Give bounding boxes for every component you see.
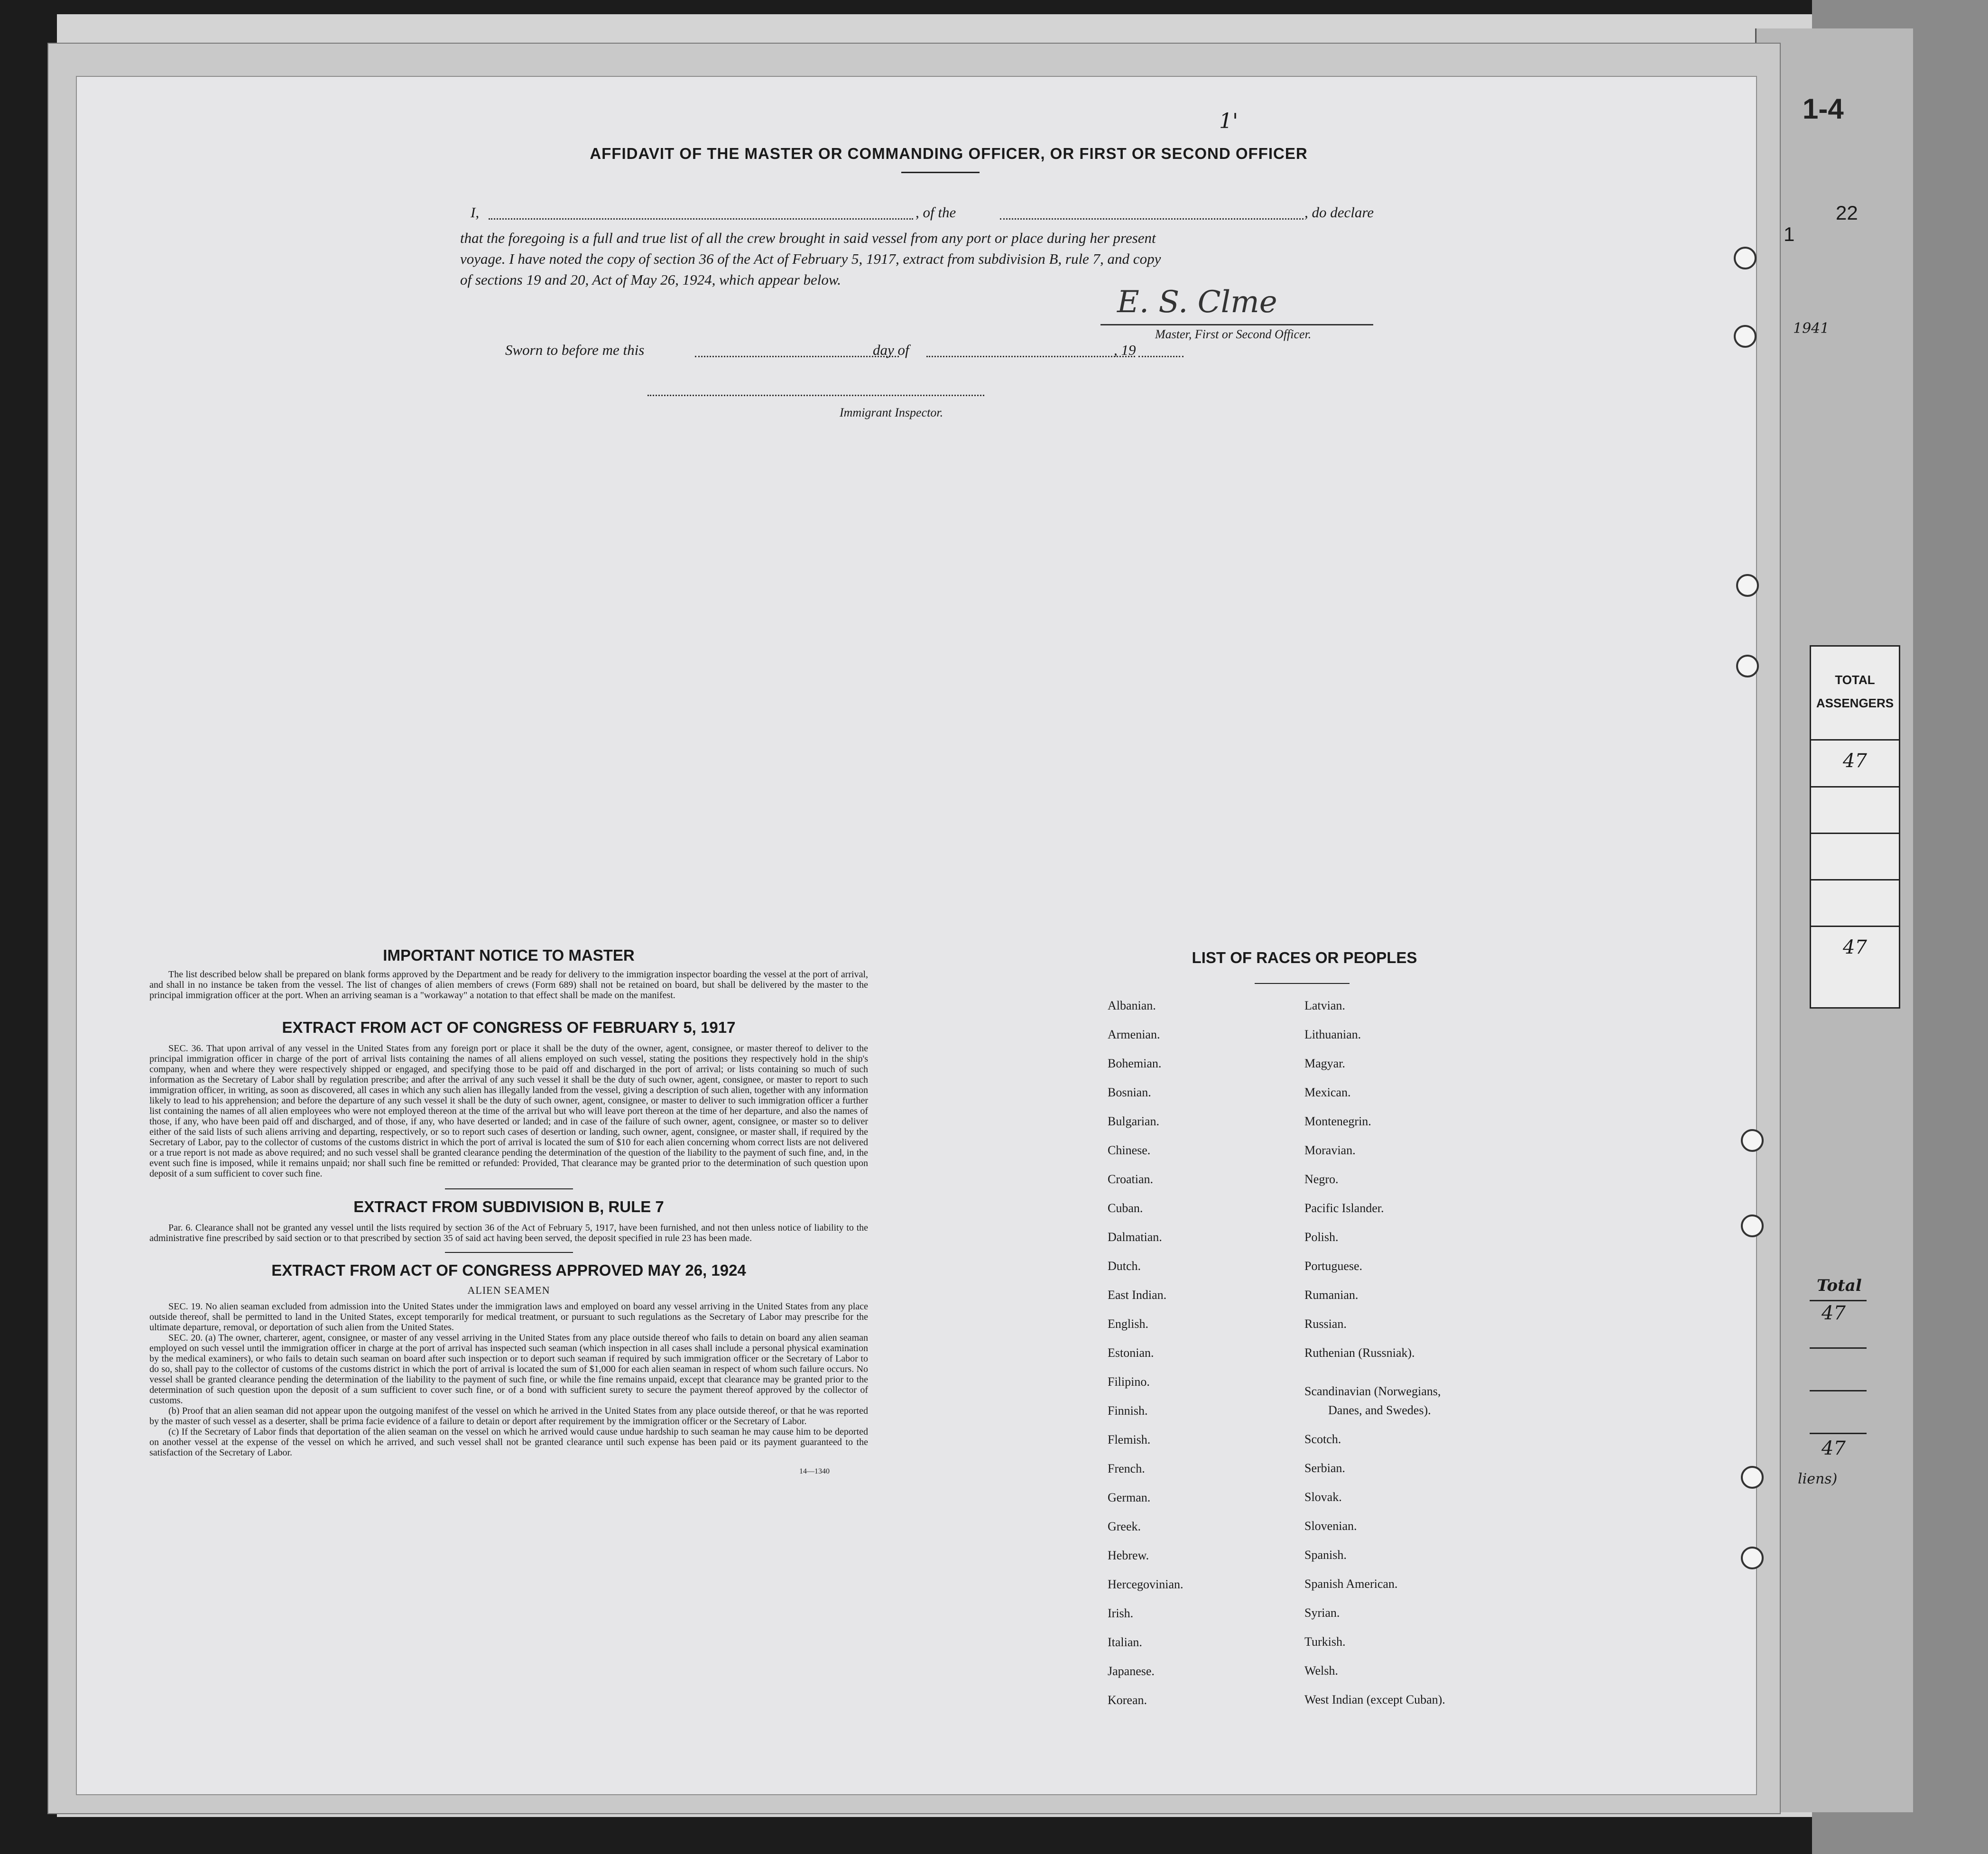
cell-divider (1811, 739, 1899, 741)
sworn-month-field[interactable] (926, 356, 1135, 357)
total-rule (1810, 1300, 1867, 1301)
race-item: Finnish. (1108, 1404, 1148, 1418)
affidavit-body-line: voyage. I have noted the copy of section 36 of the Act of February 5, 1917, extract from subdivision B, rule 7, and copy (460, 250, 1161, 267)
race-item: Pacific Islander. (1304, 1201, 1384, 1215)
race-item: Portuguese. (1304, 1259, 1363, 1273)
sworn-date-field[interactable] (695, 356, 899, 357)
sworn-year-field[interactable] (1138, 356, 1184, 357)
race-item: Greek. (1108, 1520, 1141, 1533)
race-item: Japanese. (1108, 1664, 1155, 1678)
cell-divider (1811, 926, 1899, 927)
notices-column (149, 946, 868, 1476)
race-item: Croatian. (1108, 1172, 1154, 1186)
race-item: Irish. (1108, 1606, 1134, 1620)
cell-divider (1811, 833, 1899, 834)
total-passengers-label-2: ASSENGERS (1816, 696, 1894, 710)
total-value-c: 47 (1822, 1302, 1846, 1324)
race-item: Hercegovinian. (1108, 1577, 1184, 1591)
race-item: Negro. (1304, 1172, 1339, 1186)
race-item: Bohemian. (1108, 1057, 1162, 1070)
races-right-column (1304, 999, 1542, 1722)
punch-hole (1741, 1547, 1764, 1569)
race-item: Magyar. (1304, 1057, 1345, 1070)
form-number: 14—1340 (799, 1467, 830, 1475)
race-item: Korean. (1108, 1693, 1147, 1707)
cell-divider (1811, 879, 1899, 881)
page-number: 22 (1836, 202, 1858, 224)
sec-20c-body: (c) If the Secretary of Labor finds that deportation of the alien seaman on the vessel on which he arrived would cause undue hardship to such seaman he may cause him to be deported on another vessel at the expense of the vessel on which he arrived, and such vessel shall not be granted clearance until such expense has been paid or its payment guaranteed to the satisfaction of the Secretary of Labor. (149, 1427, 868, 1458)
race-item: Serbian. (1304, 1461, 1345, 1475)
cell-divider (1811, 786, 1899, 788)
race-item: Albanian. (1108, 999, 1156, 1012)
total-label: Total (1817, 1276, 1862, 1295)
sec-20b-body: (b) Proof that an alien seaman did not appear upon the outgoing manifest of the vessel on which he arrived in the United States from any place outside thereof, or that he was reported by the master of such vessel as a deserter, shall be prima facie evidence of a failure to detain or deport after requirement by the immigration officer or the Secretary of Labor. (149, 1406, 868, 1427)
affidavit-body-line: that the foregoing is a full and true list of all the crew brought in said vessel from any port or place during her present (460, 230, 1156, 246)
section-divider (445, 1252, 573, 1253)
race-item: Lithuanian. (1304, 1028, 1361, 1041)
race-item: Mexican. (1304, 1085, 1351, 1099)
race-item: Scotch. (1304, 1432, 1341, 1446)
section-divider (445, 1188, 573, 1189)
race-item: English. (1108, 1317, 1148, 1331)
declarant-name-field[interactable] (489, 218, 913, 220)
title-underline (901, 172, 980, 173)
race-item: Ruthenian (Russniak). (1304, 1346, 1415, 1360)
race-item: Chinese. (1108, 1143, 1151, 1157)
race-item: Italian. (1108, 1635, 1142, 1649)
race-item: Estonian. (1108, 1346, 1154, 1360)
punch-hole (1741, 1466, 1764, 1489)
sworn-day-label: day of (873, 342, 909, 358)
race-item: Welsh. (1304, 1664, 1338, 1678)
affidavit-body (460, 228, 1404, 290)
race-item: East Indian. (1108, 1288, 1167, 1302)
race-item: Spanish American. (1304, 1577, 1398, 1591)
race-item: Rumanian. (1304, 1288, 1359, 1302)
extract-1924-subtitle: ALIEN SEAMEN (467, 1284, 550, 1296)
total-rule (1810, 1390, 1867, 1391)
total-rule (1810, 1347, 1867, 1349)
total-passengers-label-1: TOTAL (1835, 673, 1875, 687)
edge-num-1: 1 (1784, 223, 1795, 245)
total-passengers-value-b: 47 (1843, 936, 1867, 958)
race-item: Dutch. (1108, 1259, 1141, 1273)
extract-rule7-title: EXTRACT FROM SUBDIVISION B, RULE 7 (353, 1198, 664, 1215)
sworn-line (505, 342, 1184, 365)
race-item: Hebrew. (1108, 1548, 1149, 1562)
races-title: LIST OF RACES OR PEOPLES (1192, 949, 1417, 966)
punch-hole (1736, 655, 1759, 677)
declare-label: , do declare (1304, 204, 1374, 221)
total-value-d: 47 (1822, 1437, 1846, 1459)
races-left-column (1108, 999, 1321, 1722)
affidavit-title: AFFIDAVIT OF THE MASTER OR COMMANDING OFFICER, OR FIRST OR SECOND OFFICER (590, 145, 1308, 162)
race-item: Latvian. (1304, 999, 1345, 1012)
vessel-label: , of the (915, 204, 956, 221)
total-passengers-box (1810, 645, 1900, 1009)
aliens-note-fragment: liens) (1798, 1471, 1838, 1487)
signature-line (1100, 324, 1373, 325)
sec-20a-body: SEC. 20. (a) The owner, charterer, agent, consignee, or master of any vessel arriving in the United States from any place outside thereof who fails to detain on board any alien seaman employed on such vessel until the immigration officer in charge at the port of arrival has inspected such seaman (which inspection in all cases shall include a personal physical examination by the medical examiners), or who fails to detain such seaman on board after such inspection or to deport such seaman if required by such immigration officer or the Secretary of Labor to do so, shall pay to the collector of customs of the customs district in which the port of arrival is located the sum of $1,000 for each alien seaman in respect of whom such failure occurs. No vessel shall be granted clearance pending the determination of the liability to the payment of such fine, or while the fine remains unpaid, except that clearance may be granted prior to the determination of such question upon the deposit of a sum sufficient to cover such fine, or of a bond with sufficient surety to secure the payment thereof approved by the collector of customs. (149, 1333, 868, 1406)
race-item: Montenegrin. (1304, 1114, 1371, 1128)
punch-hole (1741, 1214, 1764, 1237)
extract-1917-title: EXTRACT FROM ACT OF CONGRESS OF FEBRUARY 5, 1917 (282, 1019, 736, 1036)
total-passengers-value-a: 47 (1843, 750, 1867, 772)
declarant-label: I, (471, 204, 480, 221)
race-item: Spanish. (1304, 1548, 1347, 1562)
race-item: West Indian (except Cuban). (1304, 1693, 1445, 1706)
inspector-caption: Immigrant Inspector. (840, 406, 943, 419)
handwritten-mark: 1' (1219, 109, 1239, 133)
race-item: Filipino. (1108, 1375, 1150, 1389)
page-top-mark: 1-4 (1803, 93, 1844, 125)
total-rule (1810, 1433, 1867, 1434)
race-item: French. (1108, 1462, 1145, 1475)
punch-hole (1734, 247, 1757, 269)
race-item: Armenian. (1108, 1028, 1160, 1041)
race-item: Slovak. (1304, 1490, 1342, 1504)
extract-rule7-body: Par. 6. Clearance shall not be granted any vessel until the lists required by section 36 of the Act of February 5, 1917, have been furnished, and not then unless notice of liability to the administrative fine prescribed by said section or to that prescribed by section 35 of said act having been served, the deposit specified in rule 23 has been made. (149, 1223, 868, 1243)
notice-body: The list described below shall be prepared on blank forms approved by the Department and be ready for delivery to the immigration inspector boarding the vessel at the port of arrival, and shall in no instance be taken from the vessel. The list of changes of alien members of crews (Form 689) shall not be retained on board, but shall be delivered by the master to the principal immigration officer at the port. When an arriving seaman is a "workaway" a notation to that effect shall be made on the manifest. (149, 969, 868, 1001)
race-item: Bulgarian. (1108, 1114, 1160, 1128)
race-item: Cuban. (1108, 1201, 1143, 1215)
master-signature: E. S. Clme (1117, 285, 1277, 320)
race-item: Polish. (1304, 1230, 1339, 1244)
punch-hole (1734, 325, 1757, 348)
race-item: Slovenian. (1304, 1519, 1357, 1533)
sworn-year-label: , 19 (1114, 342, 1136, 358)
race-item: Syrian. (1304, 1606, 1340, 1620)
sec-19-body: SEC. 19. No alien seaman excluded from admission into the United States under the immigration laws and employed on board any vessel arriving in the United States from any place outside thereof, shall be permitted to land in the United States, except temporarily for medical treatment, or pursuant to such regulations as the Secretary of Labor may prescribe for the ultimate departure, removal, or deportation of such alien from the United States. (149, 1301, 868, 1333)
races-title-underline (1255, 983, 1350, 984)
punch-hole (1736, 574, 1759, 597)
signature-caption: Master, First or Second Officer. (1155, 327, 1312, 341)
extract-1924-title: EXTRACT FROM ACT OF CONGRESS APPROVED MAY 26, 1924 (271, 1261, 746, 1279)
race-item-continued: Danes, and Swedes). (1328, 1403, 1431, 1417)
race-item: Flemish. (1108, 1433, 1151, 1446)
race-item: Scandinavian (Norwegians, (1304, 1384, 1441, 1398)
race-item: Moravian. (1304, 1143, 1356, 1157)
notice-title: IMPORTANT NOTICE TO MASTER (383, 946, 635, 964)
race-item: Russian. (1304, 1317, 1347, 1331)
race-item: German. (1108, 1491, 1151, 1504)
race-item: Dalmatian. (1108, 1230, 1162, 1244)
race-item: Bosnian. (1108, 1085, 1151, 1099)
inspector-signature-line[interactable] (647, 395, 984, 396)
vessel-name-field[interactable] (1000, 218, 1304, 220)
extract-1917-body: SEC. 36. That upon arrival of any vessel in the United States from any foreign port or place it shall be the duty of the owner, agent, consignee, or master thereof to deliver to the principal immigration officer in charge of the port of arrival lists containing the names of all aliens employed on such vessel, stating the positions they respectively hold in the ship's company, when and where they were respectively shipped or engaged, and specifying those to be paid off and discharged in the port of arrival; or lists containing so much of such information as the Secretary of Labor shall by regulation prescribe; and after the arrival of any such vessel it shall be the duty of such owner, agent, consignee, or master to report to such immigration officer, in writing, as soon as discovered, all cases in which any such alien has illegally landed from the vessel, giving a description of such alien, together with any information likely to lead to his apprehension; and before the departure of any such vessel it shall be the duty of such owner, agent, consignee, or master to deliver to such immigration officer a further list containing the names of all alien employees who were not employed thereon at the time of the arrival but who will leave port thereon at the time of her departure, and also the names of those, if any, who have been paid off and discharged, and of those, if any, who have deserted or landed; and in case of the failure of such owner, agent, consignee, or master so to deliver either of the said lists of such aliens arriving and departing, respectively, or so to report such cases of desertion or landing, such owner, agent, consignee, or master shall, if required by the Secretary of Labor, pay to the collector of customs of the customs district in which the port of arrival is located the sum of $10 for each alien concerning whom correct lists are not delivered or a true report is not made as above required; and no such vessel shall be granted clearance pending the determination of the question of the liability to the payment of such fine, and, in the event such fine is imposed, while it remains unpaid; nor shall such fine be remitted or refunded: Provided, That clearance may be granted prior to the determination of such question upon deposit of a sum sufficient to cover such fine. (149, 1043, 868, 1179)
sworn-prefix: Sworn to before me this (505, 342, 645, 358)
affidavit-body-line: of sections 19 and 20, Act of May 26, 1924, which appear below. (460, 271, 841, 288)
race-item: Turkish. (1304, 1635, 1346, 1649)
edge-year: 1941 (1793, 320, 1830, 337)
punch-hole (1741, 1129, 1764, 1152)
